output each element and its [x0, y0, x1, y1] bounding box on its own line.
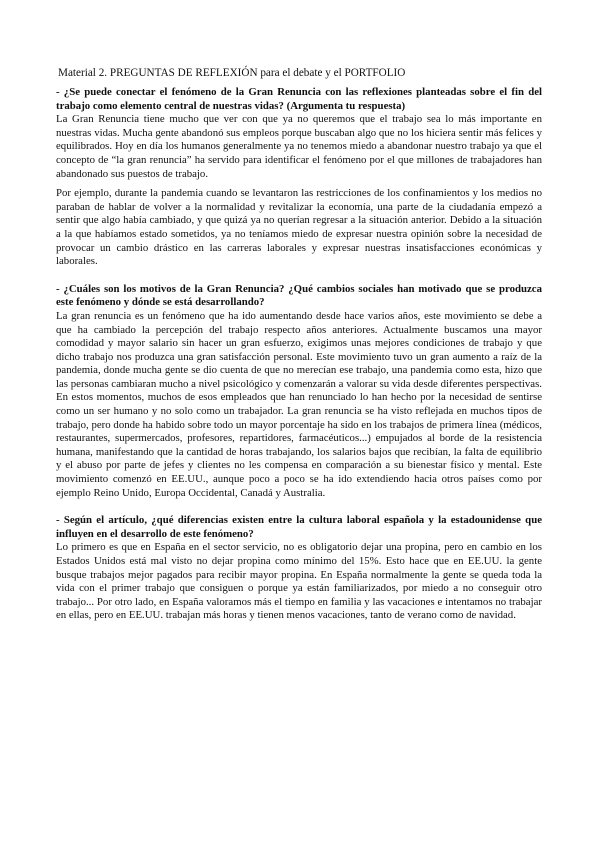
document-page: [56, 66, 542, 623]
answer-1-paragraph-2: Por ejemplo, durante la pandemia cuando se levantaron las restricciones de los confinamientos y los medios no paraban de hablar de volver a la normalidad y revitalizar la economía, una parte de la ciudadanía empezó a sentir que algo había cambiado, y que quizá ya no querían regresar a la situación anterior. Debido a la situación a la que habíamos estado sometidos, ya no teníamos miedo de expresar nuestra opinión sobre la necesidad de provocar un cambio drástico en las carreras laborales y expresar nuestras insatisfacciones económicas y laborales.: [56, 187, 542, 268]
answer-1-paragraph-1: La Gran Renuncia tiene mucho que ver con que ya no queremos que el trabajo sea lo más importante en nuestras vidas. Mucha gente abandonó sus empleos porque buscaban algo que no los hiciera sentir más felices y equilibrados. Hoy en día los humanos generalmente ya no tenemos miedo a abandonar nuestro trabajo ya que el concepto de “la gran renuncia” ha servido para identificar el fenómeno por el que millones de trabajadores han abandonado sus puestos de trabajo.: [56, 113, 542, 180]
question-1: - ¿Se puede conectar el fenómeno de la Gran Renuncia con las reflexiones planteadas sobre el fin del trabajo como elemento central de nuestras vidas? (Argumenta tu respuesta): [56, 86, 542, 112]
section-3: [56, 514, 542, 623]
question-3: - Según el artículo, ¿qué diferencias existen entre la cultura laboral española y la estadounidense que influyen en el desarrollo de este fenómeno?: [56, 514, 542, 540]
section-1: [56, 86, 542, 269]
answer-2-paragraph-1: La gran renuncia es un fenómeno que ha ido aumentando desde hace varios años, este movimiento se debe a que ha cambiado la percepción del trabajo respecto años anteriores. Actualmente buscamos una mayor comodidad y mayor salario sin hacer un gran esfuerzo, exigimos unas mejores condiciones de trabajo y que dicho trabajo nos produzca una gran satisfacción personal. Este movimiento tuvo un gran aumento a raíz de la pandemia, donde mucha gente se dio cuenta de que no merecían ese trabajo, una pandemia como esta, hizo que las personas cambiaran mucho a nivel psicológico y comenzarán a valorar su vida desde diferentes perspectivas. En estos momentos, muchos de esos empleados que han renunciado lo han hecho por la necesidad de sentirse como un ser humano y no solo como un trabajador. La gran renuncia se ha visto reflejada en muchos tipos de trabajo, pero donde ha habido sobre todo un mayor porcentaje ha sido en los trabajos de primera línea (médicos, restaurantes, supermercados, profesores, repartidores, farmacéuticos...) empujados al borde de la resistencia humana, manifestando que la cantidad de horas trabajando, los salarios bajos que recibían, la falta de equilibrio y el abuso por parte de jefes y clientes no les compensa en comparación a su bienestar físico y mental. Este movimiento comenzó en EE.UU., aunque poco a poco se ha ido extendiendo hacia otros países como por ejemplo Reino Unido, Europa Occidental, Canadá y Australia.: [56, 309, 542, 499]
document-header: Material 2. PREGUNTAS DE REFLEXIÓN para el debate y el PORTFOLIO: [58, 67, 406, 79]
question-2: - ¿Cuáles son los motivos de la Gran Renuncia? ¿Qué cambios sociales han motivado que se produzca este fenómeno y dónde se está desarrollando?: [56, 282, 542, 309]
answer-3-paragraph-1: Lo primero es que en España en el sector servicio, no es obligatorio dejar una propina, pero en cambio en los Estados Unidos está mal visto no dejar propina como mínimo del 15%. Esto hace que en EE.UU. la gente busque trabajos mejor pagados para recibir mayor propina. En España normalmente la gente se queda toda la vida con el primer trabajo que consiguen o porque ya están familiarizados, por miedo a no conseguir otro trabajo... Por otro lado, en España valoramos más el tiempo en familia y las vacaciones e intentamos no trabajar en ellas, pero en EE.UU. trabajan más horas y tienen menos vacaciones, tanto de verano como de navidad.: [56, 541, 542, 622]
section-2: [56, 283, 542, 501]
